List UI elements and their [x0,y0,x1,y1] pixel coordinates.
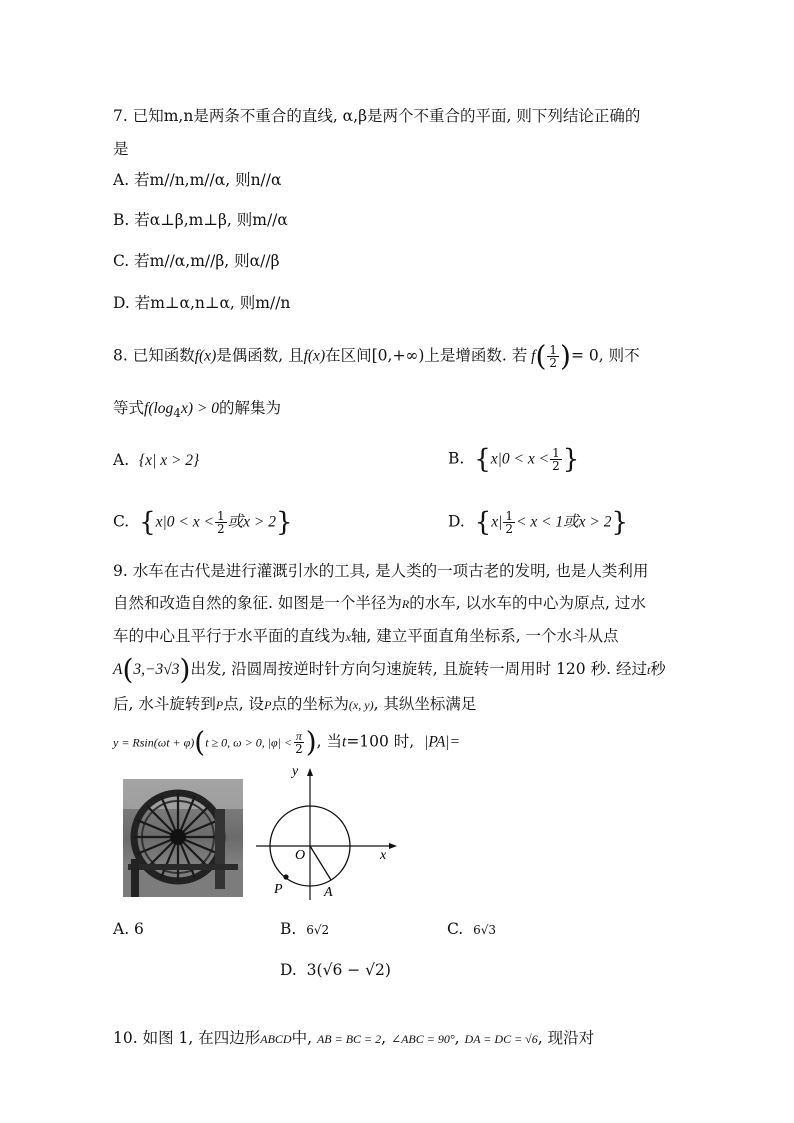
q8-half-fraction: $\frac{1}{2}$ [549,343,558,370]
q8-option-c: C. {x|0 < x < $\frac{1}{2}$ 或x > 2} [113,507,293,538]
q9-option-b: B. 6√2 [280,920,330,938]
q8-option-a: A. {x| x > 2} [113,451,200,469]
q8-stem-line2: 等式$f(\log_4x) > 0$的解集为 [113,399,281,421]
origin-label: O [295,848,306,863]
q7-stem-line1: 7. 已知m,n是两条不重合的直线, α,β是两个不重合的平面, 则下列结论正确的 [113,107,641,125]
y-axis-arrow [307,768,313,776]
coordinate-system [252,765,402,905]
q9-stem-line1: 9. 水车在古代是进行灌溉引水的工具, 是人类的一项古老的发明, 也是人类利用 [113,562,649,580]
x-label: x [380,848,387,863]
q9-stem-line3: 车的中心且平行于水平面的直线为x轴, 建立平面直角坐标系, 一个水斗从点 [113,627,619,645]
q7-option-c: C. 若m//α,m//β, 则α//β [113,252,280,270]
q9-stem-line4: A(3,−3√3)出发, 沿圆周按逆时针方向匀速旋转, 且旋转一周用时 120 秒. 经过t秒 [113,653,666,686]
q7-option-d: D. 若m⊥α,n⊥α, 则m//n [113,294,291,312]
q8-option-d: D. {x| $\frac{1}{2}$ < x < 1或x > 2} [448,507,629,538]
q7-option-b: B. 若α⊥β,m⊥β, 则m//α [113,211,288,229]
q7-option-a: A. 若m//n,m//α, 则n//α [113,171,282,189]
q9-stem-line2: 自然和改造自然的象征. 如图是一个半径为R的水车, 以水车的中心为原点, 过水 [113,594,646,612]
q8-option-b: B. {x|0 < x < $\frac{1}{2}$ } [448,444,580,475]
q9-stem-line5: 后, 水斗旋转到P点, 设P点的坐标为(x, y), 其纵坐标满足 [113,695,477,713]
q9-option-c: C. 6√3 [447,920,497,938]
q10-stem-line1: 10. 如图 1, 在四边形ABCD中, AB = BC = 2, ∠ABC = 90°, DA = DC = √6, 现沿对 [113,1029,595,1047]
q9-stem-line6: y = Rsin(ωt + φ)(t ≥ 0, ω > 0, |φ| < $\frac{\pi}{2}$ ), 当t=100 时, |PA|= [113,725,461,759]
a-label: A [324,885,333,900]
water-wheel-image [123,779,243,897]
unit-circle-diagram [252,765,402,909]
p-label: P [274,882,283,897]
q9-option-d: D. 3(√6 − √2) [280,961,391,979]
q7-stem-line2: 是 [113,140,129,158]
q8-stem-line1: 8. 已知函数f(x)是偶函数, 且f(x)在区间[0,+∞)上是增函数. 若 f( $\frac{1}{2}$ )= 0, 则不 [113,339,640,373]
point-p [283,874,288,879]
x-axis-arrow [389,843,397,849]
q9-option-a: A. 6 [113,920,144,938]
water-wheel-photo [123,779,243,897]
radius-oa [310,846,331,880]
y-label: y [292,765,299,779]
